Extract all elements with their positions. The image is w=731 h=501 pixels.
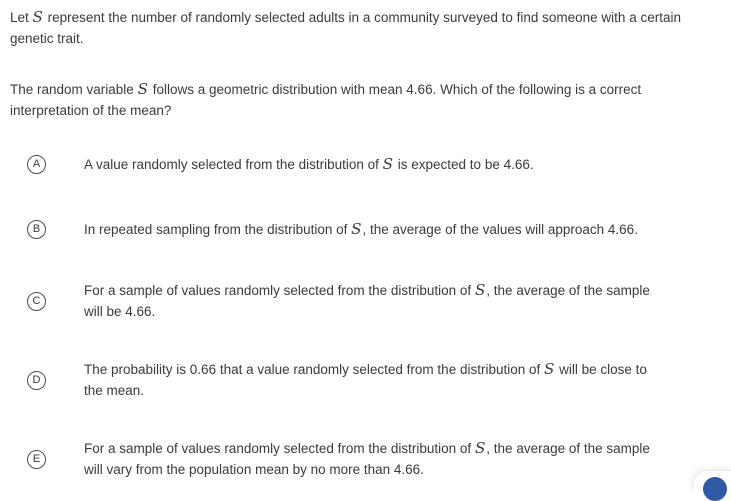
text-run: Let (10, 10, 33, 25)
text-run: follows a geometric distribution with mean 4.66. Which of the following is a correct (148, 82, 642, 97)
answer-option-b[interactable] (27, 219, 731, 240)
option-letter-badge-b[interactable]: B (27, 220, 46, 239)
text-run: , the average of the sample (486, 441, 650, 456)
text-run: the mean. (84, 383, 145, 398)
option-letter-badge-e[interactable]: E (27, 450, 46, 469)
question-paragraph-2 (10, 79, 731, 121)
text-run: , the average of the values will approach 4.66. (362, 222, 638, 237)
text-run: represent the number of randomly selected adults in a community surveyed to find someone with a certain (43, 10, 681, 25)
text-run: In repeated sampling from the distribution of (84, 222, 352, 237)
math-variable: S (544, 360, 555, 378)
text-run: will vary from the population mean by no more than 4.66. (84, 462, 424, 477)
option-text-b (84, 219, 638, 240)
text-run: will be close to (555, 362, 647, 377)
answer-options (10, 154, 731, 480)
math-variable: S (474, 281, 486, 299)
floating-action-button[interactable] (703, 477, 727, 501)
option-text-c (84, 280, 650, 322)
answer-option-d[interactable] (27, 359, 731, 401)
text-run: The random variable (10, 82, 138, 97)
text-run: For a sample of values randomly selected from the distribution of (84, 283, 475, 298)
text-run: , the average of the sample (486, 283, 650, 298)
math-variable: S (474, 439, 486, 457)
question-paragraph-1 (10, 7, 731, 49)
math-variable: S (351, 220, 362, 238)
option-letter-badge-a[interactable]: A (27, 155, 46, 174)
option-letter-badge-d[interactable]: D (27, 371, 46, 390)
math-variable: S (137, 80, 148, 98)
text-run: A value randomly selected from the distribution of (84, 157, 383, 172)
math-variable: S (382, 155, 394, 173)
text-run: interpretation of the mean? (10, 103, 172, 118)
option-text-a (84, 154, 534, 175)
text-run: For a sample of values randomly selected from the distribution of (84, 441, 475, 456)
answer-option-c[interactable] (27, 280, 731, 322)
option-text-e (84, 438, 650, 480)
text-run: will be 4.66. (84, 304, 156, 319)
text-run: The probability is 0.66 that a value randomly selected from the distribution of (84, 362, 544, 377)
math-variable: S (32, 8, 43, 26)
option-text-d (84, 359, 647, 401)
option-letter-badge-c[interactable]: C (27, 292, 46, 311)
answer-option-e[interactable] (27, 438, 731, 480)
text-run: is expected to be 4.66. (394, 157, 534, 172)
text-run: genetic trait. (10, 31, 84, 46)
answer-option-a[interactable] (27, 154, 731, 175)
